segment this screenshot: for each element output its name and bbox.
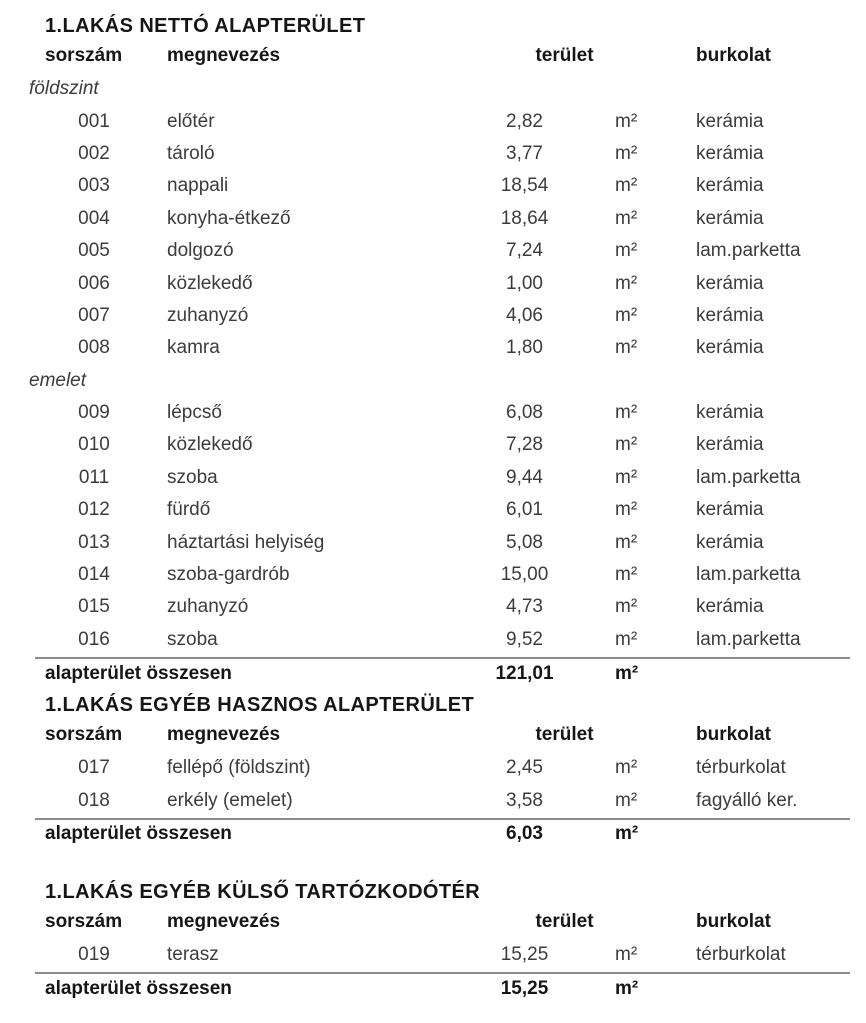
table-row (29, 462, 850, 494)
table-row (29, 138, 850, 170)
row-megnevezes: konyha-étkező (167, 207, 291, 229)
col-header-sorszam: sorszám (45, 724, 123, 746)
row-megnevezes: közlekedő (167, 272, 253, 294)
total-value: 6,03 (506, 823, 543, 845)
total-row (29, 974, 850, 1003)
row-terulet: 1,00 (506, 272, 543, 294)
row-terulet: 2,45 (506, 757, 543, 779)
row-unit: m² (615, 789, 638, 811)
col-header-megnevezes: megnevezés (167, 910, 281, 932)
row-burkolat: lam.parketta (696, 466, 801, 488)
total-label: alapterület összesen (45, 823, 232, 845)
row-terulet: 4,06 (506, 304, 543, 326)
row-terulet: 18,64 (500, 207, 549, 229)
row-megnevezes: zuhanyzó (167, 596, 249, 618)
row-unit: m² (615, 944, 638, 965)
row-sorszam: 010 (78, 434, 110, 456)
table-row (29, 526, 850, 558)
row-sorszam: 005 (78, 240, 110, 262)
row-unit: m² (615, 466, 638, 488)
row-unit: m² (615, 402, 638, 424)
row-megnevezes: fürdő (167, 499, 211, 521)
floor-group-label: emelet (29, 369, 87, 391)
row-sorszam: 018 (78, 789, 110, 811)
row-megnevezes: szoba-gardrób (167, 564, 290, 586)
row-unit: m² (615, 337, 638, 359)
col-header-terulet: terület (535, 45, 594, 66)
row-unit: m² (615, 531, 638, 553)
row-terulet: 6,08 (506, 402, 543, 424)
table-row (29, 784, 850, 816)
row-unit: m² (615, 207, 638, 229)
col-header-terulet: terület (535, 724, 594, 746)
row-sorszam: 014 (78, 564, 110, 586)
row-burkolat: térburkolat (696, 757, 786, 779)
table-rows (29, 752, 850, 817)
table-row (29, 332, 850, 364)
col-header-sorszam: sorszám (45, 910, 123, 932)
section-title: 1.LAKÁS NETTÓ ALAPTERÜLET (45, 15, 366, 37)
row-burkolat: kerámia (696, 337, 764, 359)
row-burkolat: kerámia (696, 434, 764, 456)
table-row (29, 939, 850, 971)
row-megnevezes: háztartási helyiség (167, 531, 325, 553)
row-sorszam: 006 (78, 272, 110, 294)
row-burkolat: kerámia (696, 207, 764, 229)
floor-group-label: földszint (29, 78, 99, 99)
total-unit: m² (615, 823, 639, 845)
row-burkolat: kerámia (696, 531, 764, 553)
row-burkolat: térburkolat (696, 944, 786, 965)
row-burkolat: lam.parketta (696, 564, 801, 586)
row-sorszam: 002 (78, 142, 110, 164)
row-megnevezes: kamra (167, 337, 220, 359)
row-megnevezes: terasz (167, 944, 219, 965)
row-terulet: 9,52 (506, 628, 543, 650)
row-megnevezes: fellépő (földszint) (167, 757, 311, 779)
row-terulet: 3,77 (506, 142, 543, 164)
row-unit: m² (615, 240, 638, 262)
col-header-burkolat: burkolat (696, 45, 771, 66)
row-terulet: 3,58 (506, 789, 543, 811)
table-row (29, 170, 850, 202)
row-megnevezes: erkély (emelet) (167, 789, 293, 811)
total-row (29, 820, 850, 849)
section-title: 1.LAKÁS EGYÉB KÜLSŐ TARTÓZKODÓTÉR (45, 880, 481, 903)
table-row (29, 429, 850, 461)
row-megnevezes: lépcső (167, 402, 222, 424)
column-header-row (29, 39, 850, 73)
row-unit: m² (615, 175, 638, 197)
column-header-row (29, 718, 850, 752)
row-terulet: 2,82 (506, 110, 543, 132)
row-terulet: 4,73 (506, 596, 543, 618)
row-unit: m² (615, 757, 638, 779)
row-unit: m² (615, 596, 638, 618)
area-section (29, 880, 850, 1003)
row-unit: m² (615, 499, 638, 521)
col-header-terulet: terület (535, 910, 594, 932)
table-row (29, 300, 850, 332)
table-row (29, 624, 850, 656)
row-sorszam: 001 (78, 110, 110, 132)
table-row (29, 105, 850, 137)
row-megnevezes: dolgozó (167, 240, 234, 262)
total-value: 15,25 (500, 977, 549, 999)
row-burkolat: kerámia (696, 499, 764, 521)
area-section (29, 14, 850, 688)
row-terulet: 15,00 (500, 564, 549, 586)
table-rows (29, 939, 850, 971)
col-header-burkolat: burkolat (696, 724, 771, 746)
row-megnevezes: nappali (167, 175, 229, 197)
section-title: 1.LAKÁS EGYÉB HASZNOS ALAPTERÜLET (45, 694, 475, 717)
row-burkolat: kerámia (696, 175, 764, 197)
row-sorszam: 004 (78, 207, 110, 229)
row-burkolat: fagyálló ker. (696, 789, 798, 811)
row-megnevezes: előtér (167, 110, 215, 132)
row-burkolat: kerámia (696, 272, 764, 294)
row-sorszam: 013 (78, 531, 110, 553)
row-unit: m² (615, 564, 638, 586)
row-burkolat: lam.parketta (696, 628, 801, 650)
table-rows (29, 73, 850, 656)
table-row (29, 559, 850, 591)
total-row (29, 659, 850, 688)
col-header-megnevezes: megnevezés (167, 724, 281, 746)
total-label: alapterület összesen (45, 662, 232, 684)
row-terulet: 7,28 (506, 434, 543, 456)
row-unit: m² (615, 628, 638, 650)
row-unit: m² (615, 304, 638, 326)
row-megnevezes: tároló (167, 142, 215, 164)
total-label: alapterület összesen (45, 977, 232, 999)
table-row (29, 752, 850, 784)
row-sorszam: 019 (78, 944, 110, 965)
row-terulet: 15,25 (500, 944, 549, 965)
row-unit: m² (615, 110, 638, 132)
row-terulet: 1,80 (506, 337, 543, 359)
row-sorszam: 015 (78, 596, 110, 618)
total-value: 121,01 (495, 662, 554, 684)
col-header-megnevezes: megnevezés (167, 45, 281, 66)
column-header-row (29, 905, 850, 939)
row-megnevezes: szoba (167, 466, 218, 488)
row-sorszam: 012 (78, 499, 110, 521)
row-terulet: 18,54 (500, 175, 549, 197)
row-sorszam: 007 (78, 304, 110, 326)
row-burkolat: kerámia (696, 402, 764, 424)
row-megnevezes: szoba (167, 628, 218, 650)
table-row (29, 267, 850, 299)
row-unit: m² (615, 434, 638, 456)
row-sorszam: 003 (78, 175, 110, 197)
table-row (29, 591, 850, 623)
row-burkolat: kerámia (696, 142, 764, 164)
table-row (29, 235, 850, 267)
row-sorszam: 011 (78, 466, 110, 488)
row-sorszam: 009 (78, 402, 110, 424)
row-megnevezes: zuhanyzó (167, 304, 249, 326)
row-burkolat: kerámia (696, 110, 764, 132)
total-unit: m² (615, 977, 639, 999)
row-megnevezes: közlekedő (167, 434, 253, 456)
row-burkolat: kerámia (696, 304, 764, 326)
row-terulet: 5,08 (506, 531, 543, 553)
row-unit: m² (615, 272, 638, 294)
row-unit: m² (615, 142, 638, 164)
col-header-burkolat: burkolat (696, 910, 771, 932)
row-terulet: 9,44 (506, 466, 543, 488)
row-terulet: 7,24 (506, 240, 543, 262)
row-terulet: 6,01 (506, 499, 543, 521)
row-sorszam: 008 (78, 337, 110, 359)
table-row (29, 203, 850, 235)
area-section (29, 693, 850, 849)
row-burkolat: lam.parketta (696, 240, 801, 262)
total-unit: m² (615, 662, 639, 684)
row-sorszam: 017 (78, 757, 110, 779)
table-row (29, 494, 850, 526)
col-header-sorszam: sorszám (45, 45, 123, 66)
table-row (29, 397, 850, 429)
row-burkolat: kerámia (696, 596, 764, 618)
row-sorszam: 016 (78, 628, 110, 650)
